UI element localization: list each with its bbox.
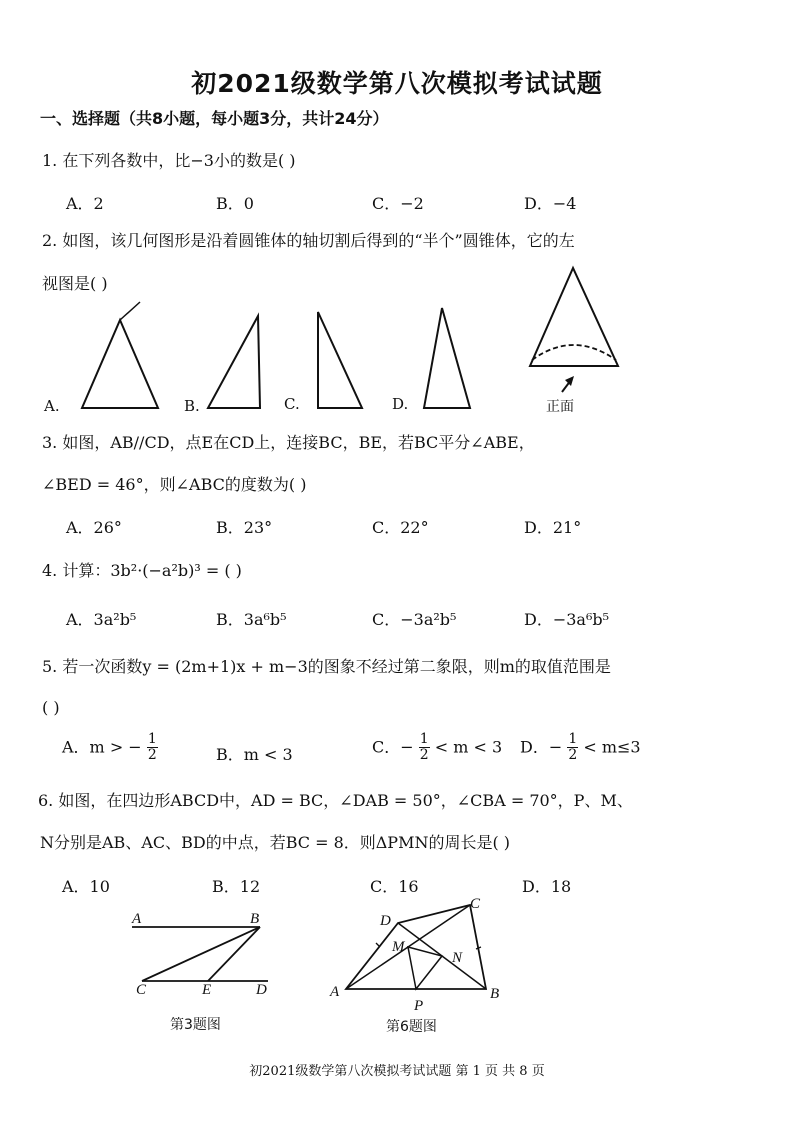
- q5-option-a-fraction: [147, 732, 158, 764]
- q5-option-d: [520, 732, 641, 764]
- question-1-text: 1. 在下列各数中，比−3小的数是( ): [42, 151, 296, 170]
- q1-option-d: D．−4: [524, 194, 577, 213]
- question-3-line2: ∠BED = 46°，则∠ABC的度数为( ): [42, 475, 307, 494]
- q5-option-b: B．m < 3: [216, 745, 293, 764]
- q2-front-label: 正面: [546, 399, 574, 415]
- q4-option-d: D．−3a⁶b⁵: [524, 610, 610, 629]
- fig3-caption: 第3题图: [170, 1017, 221, 1033]
- page-title: 初2021级数学第八次模拟考试试题: [191, 69, 603, 98]
- question-4-text: 4. 计算：3b²·(−a²b)³ = ( ): [42, 561, 242, 580]
- question-6-line2: N分别是AB、AC、BD的中点，若BC = 8．则ΔPMN的周长是( ): [40, 833, 511, 852]
- q4-option-a: A．3a²b⁵: [66, 610, 137, 629]
- fig6-label-n: N: [452, 950, 463, 966]
- q2-label-c: C.: [284, 395, 300, 413]
- section-heading-choice: 一、选择题（共8小题，每小题3分，共计24分）: [40, 109, 389, 128]
- front-arrow-head-icon: [565, 376, 574, 386]
- question-5-line2: ( ): [42, 698, 60, 717]
- fig6-tick-ad: [376, 943, 380, 947]
- fraction-numerator: 1: [419, 731, 429, 747]
- q4-option-c: C．−3a²b⁵: [372, 610, 457, 629]
- question-2-line1: 2. 如图，该几何图形是沿着圆锥体的轴切割后得到的“半个”圆锥体，它的左: [42, 231, 575, 250]
- fig6-label-d: D: [380, 913, 391, 929]
- q6-option-d: D．18: [522, 877, 572, 896]
- q2-label-a: A.: [44, 397, 60, 415]
- q3-option-b: B．23°: [216, 518, 273, 537]
- fig3-label-b: B: [250, 911, 260, 927]
- fraction-denominator: 2: [419, 747, 429, 764]
- q2-option-d-shape: [424, 308, 470, 408]
- q1-option-b: B．0: [216, 194, 254, 213]
- fig3-label-c: C: [136, 982, 147, 998]
- fig6-tick-bc: [476, 947, 481, 949]
- q2-half-cone: [530, 268, 618, 366]
- q5-option-c-prefix: C．−: [372, 737, 414, 757]
- q5-option-a-text: A．m > −: [62, 737, 142, 757]
- q2-option-a-line: [120, 302, 140, 320]
- question-3-line1: 3. 如图，AB//CD，点E在CD上，连接BC，BE，若BC平分∠ABE，: [42, 433, 535, 452]
- fraction-numerator: 1: [147, 731, 157, 747]
- fig3-label-e: E: [202, 982, 212, 998]
- q2-option-b-shape: [208, 316, 260, 408]
- fig6-label-p: P: [414, 998, 424, 1014]
- fig6-quadrilateral: [346, 905, 486, 989]
- q5-option-a: [62, 732, 158, 764]
- q5-option-d-prefix: D．−: [520, 737, 563, 757]
- fig6-label-c: C: [470, 896, 481, 912]
- q5-option-d-suffix: < m≤3: [583, 737, 641, 757]
- page-footer: 初2021级数学第八次模拟考试试题 第 1 页 共 8 页: [249, 1064, 545, 1079]
- q6-option-b: B．12: [212, 877, 261, 896]
- q5-option-c: [372, 732, 502, 764]
- q2-label-d: D.: [392, 395, 409, 413]
- q2-option-c-shape: [318, 312, 362, 408]
- fig6-label-m: M: [392, 939, 405, 955]
- fig3-label-d: D: [256, 982, 267, 998]
- figure-q6: [330, 895, 510, 1005]
- q3-option-a: A．26°: [66, 518, 122, 537]
- q1-option-c: C．−2: [372, 194, 424, 213]
- question-5-line1: 5. 若一次函数y = (2m+1)x + m−3的图象不经过第二象限，则m的取值范围是: [42, 657, 611, 676]
- fraction-numerator: 1: [568, 731, 578, 747]
- question-6-line1: 6. 如图，在四边形ABCD中，AD = BC，∠DAB = 50°，∠CBA = 70°，P、M、: [38, 791, 633, 810]
- fig6-label-a: A: [330, 984, 340, 1000]
- q6-option-a: A．10: [62, 877, 110, 896]
- fraction-denominator: 2: [147, 747, 157, 764]
- q2-option-a-shape: [82, 320, 158, 408]
- q2-label-b: B.: [184, 397, 200, 415]
- fig6-label-b: B: [490, 986, 500, 1002]
- fig3-line-be: [208, 927, 260, 981]
- fig6-triangle-pmn: [408, 947, 442, 989]
- q5-option-d-fraction: [567, 732, 578, 764]
- fig3-line-bc: [142, 927, 260, 981]
- q6-option-c: C．16: [370, 877, 419, 896]
- fig6-caption: 第6题图: [386, 1019, 437, 1035]
- q1-option-a: A．2: [66, 194, 104, 213]
- question-2-line2: 视图是( ): [42, 274, 108, 293]
- q3-option-c: C．22°: [372, 518, 429, 537]
- q3-option-d: D．21°: [524, 518, 582, 537]
- q5-option-c-suffix: < m < 3: [434, 737, 503, 757]
- fig3-label-a: A: [132, 911, 142, 927]
- fraction-denominator: 2: [568, 747, 578, 764]
- q4-option-b: B．3a⁶b⁵: [216, 610, 287, 629]
- q2-cone-dashed-arc: [532, 345, 616, 360]
- q5-option-c-fraction: [419, 732, 430, 764]
